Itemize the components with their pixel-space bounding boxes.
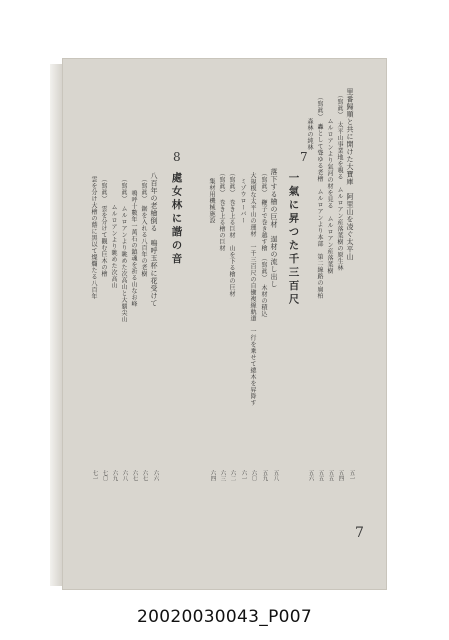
chapter-number: 8 <box>173 150 181 164</box>
toc-entry: （寫眞） 巻き上る檜の巨材 <box>218 170 225 252</box>
toc-page-number: 六〇 <box>250 470 257 481</box>
toc-entry: ムルロアンより氣河の材を見る ムルロアン産落葉樹 <box>326 118 333 274</box>
toc-page-number: 七〇 <box>101 470 108 481</box>
toc-entry: 大規模な太平山の運材 一千三百尺の自働複線軌道 一行を乗せて總木を昇降す <box>249 172 256 406</box>
toc-page-number: 六八 <box>121 470 128 481</box>
toc-entry: （寫眞） 雲を分けて觀む巨木の檜 <box>100 176 107 277</box>
toc-page-number: 六二 <box>229 470 236 481</box>
folio-number: 7 <box>355 525 364 541</box>
toc-entry: 森林の純林 <box>306 118 313 151</box>
toc-page-number: 七一 <box>91 470 98 481</box>
toc-entry: 集材用機械施設 <box>208 178 215 224</box>
toc-page-number: 六一 <box>240 470 247 481</box>
toc-entry: （寫眞） 太平山事業地を覗る ムルロアン産落葉樹の原生林 <box>336 92 343 271</box>
toc-entry: 雲を分け大檜の蔭に黑以て燦爛たる八百年 <box>90 176 97 300</box>
toc-page-number: 五五 <box>317 470 324 481</box>
toc-page-number: 五一 <box>348 470 355 481</box>
chapter-number: 7 <box>300 150 308 164</box>
toc-page-number: 六四 <box>209 470 216 481</box>
toc-entry: （寫眞） 轟として聳ゆる老檜 ムルロアンより本部 第二線路の扁柏 <box>316 94 323 299</box>
chapter-title: 一氣に昇つた千三百尺 <box>287 172 300 307</box>
toc-page-number: 五八 <box>272 470 279 481</box>
toc-entry: （寫眞） ムルロアンより眺めた次高山と大覇尖山 <box>120 176 127 323</box>
toc-entry: （寫眞） 鞭子で巻き越す檜 （寫眞） 木材の積込 <box>260 170 267 317</box>
toc-entry: 里番歸順と共に開けた大寶庫 阿里山を凌ぐ太平山 <box>346 88 354 261</box>
toc-entry: 落下する檜の巨材 逞材の流し出し <box>270 168 278 288</box>
toc-entry: （寫眞） 鋸を入れる八百年の老樹 <box>140 176 147 277</box>
chapter-title: 處女林に諧の音 <box>170 172 183 267</box>
toc-page-number: 五五 <box>327 470 334 481</box>
toc-entry: ミゾウローバー <box>239 178 246 224</box>
toc-page-number: 六九 <box>111 470 118 481</box>
toc-page-number: 六七 <box>131 470 138 481</box>
toc-page-number: 六三 <box>219 470 226 481</box>
image-caption: 20020030043_P007 <box>137 607 312 627</box>
toc-entry: 鳴呼十數年一萬石の鎮魂を祈る山なお峰 <box>130 190 137 307</box>
toc-page-number: 六七 <box>141 470 148 481</box>
toc-page-number: 五六 <box>307 470 314 481</box>
toc-page-number: 六六 <box>152 470 159 481</box>
toc-entry: ムルロアンより眺めた次高山 <box>110 204 117 289</box>
toc-page-number: 五九 <box>261 470 268 481</box>
page-edge <box>50 64 62 586</box>
toc-entry: 八百年の老檜倒る 鳴呼玉杯に花受けて <box>150 172 158 307</box>
toc-page-number: 五四 <box>337 470 344 481</box>
toc-entry: （寫眞） 巻き上る巨材 山を下る檜の巨材 <box>228 170 235 297</box>
